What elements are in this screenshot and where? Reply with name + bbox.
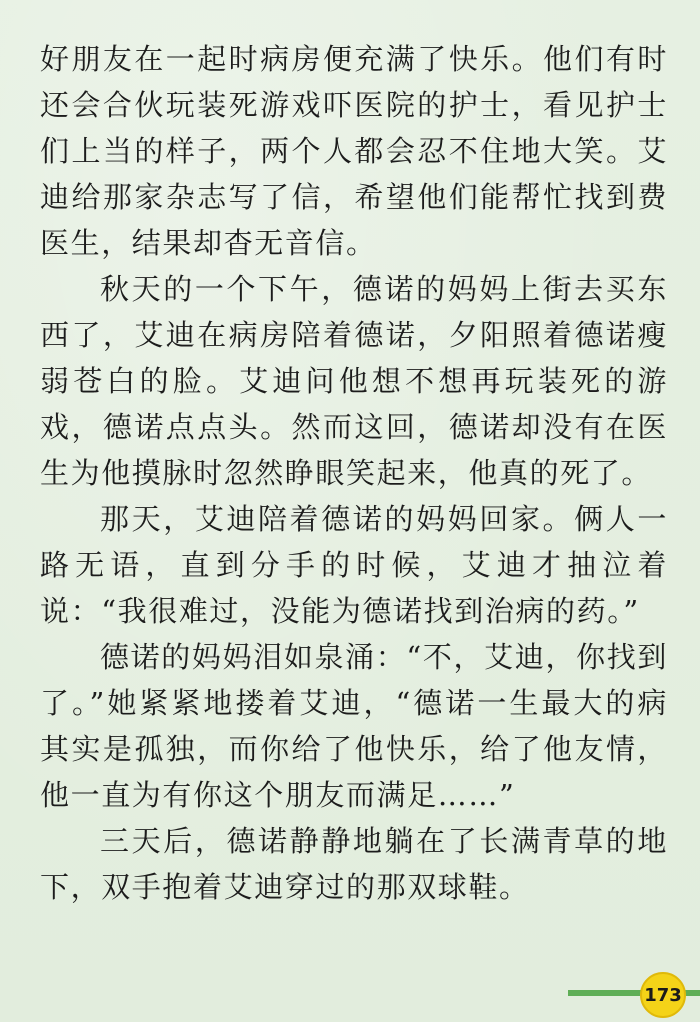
paragraph-ending: 三天后，德诺静静地躺在了长满青草的地下，双手抱着艾迪穿过的那双球鞋。: [40, 824, 668, 904]
page-number: 173: [640, 972, 686, 1018]
paragraph-walk-home: 那天，艾迪陪着德诺的妈妈回家。俩人一路无语，直到分手的时候，艾迪才抽泣着说：“我很难过，没能为德诺找到治病的药。”: [40, 502, 668, 628]
paragraph-continuation: 好朋友在一起时病房便充满了快乐。他们有时还会合伙玩装死游戏吓医院的护士，看见护士们上当的样子，两个人都会忍不住地大笑。艾迪给那家杂志写了信，希望他们能帮忙找到费医生，结果却杳无音信。: [40, 42, 668, 260]
paragraph-mother-reply: 德诺的妈妈泪如泉涌：“不，艾迪，你找到了。”她紧紧地搂着艾迪，“德诺一生最大的病其实是孤独，而你给了他快乐，给了他友情，他一直为有你这个朋友而满足……”: [40, 640, 668, 812]
paragraph-autumn-afternoon: 秋天的一个下午，德诺的妈妈上街去买东西了，艾迪在病房陪着德诺，夕阳照着德诺瘦弱苍白的脸。艾迪问他想不想再玩装死的游戏，德诺点点头。然而这回，德诺却没有在医生为他摸脉时忽然睁眼笑起来，他真的死了。: [40, 272, 668, 490]
story-text: [40, 36, 668, 910]
